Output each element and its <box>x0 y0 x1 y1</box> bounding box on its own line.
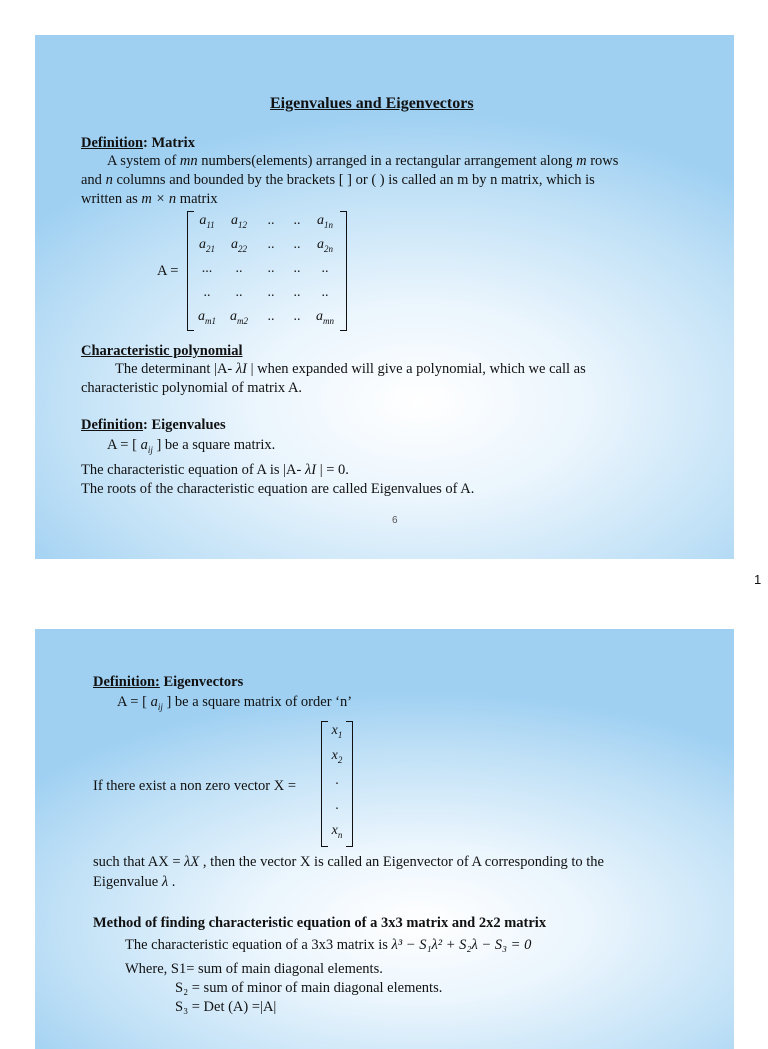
matrix-cell: $a_{1n}$ <box>317 213 333 230</box>
matrix-cell: .. <box>267 309 275 324</box>
matrix-cell: $a_{2n}$ <box>317 237 333 254</box>
page-number: 1 <box>754 572 762 587</box>
matrix-cell: $a_{mn}$ <box>316 309 334 326</box>
matrix-cell: $a_{m2}$ <box>230 309 248 326</box>
matrix-cell: .. <box>293 237 301 252</box>
vector-entry: $x_2$ <box>331 748 343 765</box>
method-heading: Method of finding characteristic equation of a 3x3 matrix and 2x2 matrix <box>93 915 547 931</box>
matrix-cell: .. <box>267 213 275 228</box>
matrix-cell: .. <box>293 213 301 228</box>
vector-entry: . <box>335 798 339 813</box>
matrix-cell: .. <box>321 285 329 300</box>
matrix-cell: .. <box>267 285 275 300</box>
vector-entry: $x_1$ <box>331 723 343 740</box>
definition-eigenvalues-line-3: The roots of the characteristic equation are called Eigenvalues of A. <box>81 481 475 497</box>
definition-matrix-heading: Definition: Matrix <box>81 135 195 151</box>
slide-2 <box>35 629 734 1049</box>
method-line-1: The characteristic equation of a 3x3 matrix is λ³ − S₁λ² + S₂λ − S₃ = 0 <box>125 937 532 953</box>
method-line-4: S₃ = Det (A) =|A| <box>175 999 277 1015</box>
matrix-cell: $a_{m1}$ <box>198 309 216 326</box>
slide-1 <box>35 35 734 559</box>
char-poly-line-1: The determinant |A- λI | when expanded will give a polynomial, which we call as <box>115 361 586 377</box>
slide-title: Eigenvalues and Eigenvectors <box>270 95 474 112</box>
vector-entry: $x_n$ <box>331 823 343 840</box>
matrix-cell: $a_{12}$ <box>231 213 247 230</box>
matrix-cell: .. <box>203 285 211 300</box>
definition-eigenvalues-line-2: The characteristic equation of A is |A- λI | = 0. <box>81 462 349 478</box>
method-line-3: S₂ = sum of minor of main diagonal elements. <box>175 980 443 996</box>
matrix-cell: .. <box>293 261 301 276</box>
char-poly-heading: Characteristic polynomial <box>81 343 243 359</box>
matrix-cell: .. <box>235 285 243 300</box>
definition-eigenvalues-line-1: A = [ $a_{ij}$ ] be a square matrix. <box>107 437 276 455</box>
vector-x <box>321 721 353 847</box>
matrix-cell: $a_{21}$ <box>199 237 215 254</box>
slide-number: 6 <box>392 515 398 526</box>
vector-label: If there exist a non zero vector X = <box>93 778 297 794</box>
matrix-cell: ... <box>201 261 213 276</box>
matrix-cell: .. <box>267 261 275 276</box>
matrix-cell: $a_{11}$ <box>199 213 215 230</box>
matrix-cell: .. <box>293 285 301 300</box>
definition-eigenvalues-heading: Definition: Eigenvalues <box>81 417 226 433</box>
definition-eigenvectors-line-3: Eigenvalue λ . <box>93 874 176 890</box>
definition-matrix-line-3: written as m × n matrix <box>81 191 218 207</box>
char-poly-line-2: characteristic polynomial of matrix A. <box>81 380 303 396</box>
definition-eigenvectors-line-2: such that AX = λX , then the vector X is called an Eigenvector of A corresponding to the <box>93 854 604 870</box>
definition-eigenvectors-line-1: A = [ $a_{ij}$ ] be a square matrix of order ‘n’ <box>117 694 353 712</box>
definition-eigenvectors-heading: Definition: Eigenvectors <box>93 674 244 690</box>
definition-matrix-line-2: and n columns and bounded by the brackets [ ] or ( ) is called an m by n matrix, which is <box>81 172 595 188</box>
matrix-cell: .. <box>293 309 301 324</box>
method-line-2: Where, S1= sum of main diagonal elements. <box>125 961 383 977</box>
matrix-cell: .. <box>267 237 275 252</box>
matrix-a <box>187 211 347 331</box>
vector-entry: . <box>335 773 339 788</box>
matrix-label: A = <box>157 263 179 279</box>
matrix-cell: $a_{22}$ <box>231 237 247 254</box>
matrix-cell: .. <box>235 261 243 276</box>
matrix-cell: .. <box>321 261 329 276</box>
definition-matrix-line-1: A system of mn numbers(elements) arranged in a rectangular arrangement along m rows <box>107 153 619 169</box>
